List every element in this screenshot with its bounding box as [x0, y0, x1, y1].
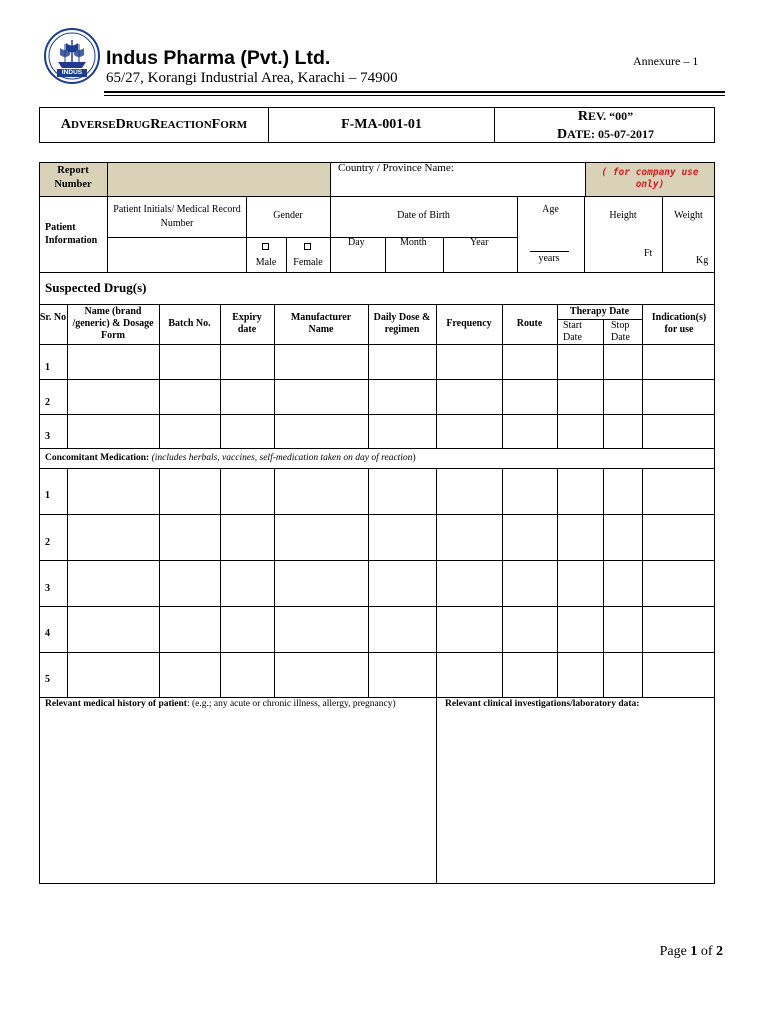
- form-code: F-MA-001-01: [269, 108, 495, 142]
- col-sr-no: Sr. No: [39, 312, 67, 323]
- col-batch-no: Batch No.: [168, 318, 211, 329]
- female-checkbox[interactable]: [304, 243, 311, 250]
- page-number: Page 1 of 2: [659, 944, 723, 959]
- col-manufacturer: Manufacturer Name: [290, 312, 352, 335]
- weight-label: Weight: [674, 210, 703, 221]
- male-checkbox[interactable]: [262, 243, 269, 250]
- dob-day-label: Day: [348, 237, 365, 248]
- form-title: A DVERSE D RUG R EACTION F ORM: [40, 108, 269, 142]
- weight-kg-label: Kg: [696, 255, 709, 266]
- concomitant-row-4: 4: [45, 628, 50, 639]
- suspected-drugs-title: Suspected Drug(s): [45, 280, 147, 295]
- col-daily-dose: Daily Dose & regimen: [373, 312, 431, 335]
- patient-information-label: Patient Information: [45, 222, 98, 246]
- date-of-birth-label: Date of Birth: [397, 210, 450, 221]
- annexure-label: Annexure – 1: [633, 54, 699, 68]
- country-province-label: Country / Province Name:: [338, 162, 454, 174]
- height-ft-label: Ft: [644, 248, 653, 259]
- dob-month-label: Month: [400, 237, 427, 248]
- col-expiry-date: Expiry date: [232, 312, 262, 335]
- col-frequency: Frequency: [446, 318, 492, 329]
- company-name: Indus Pharma (Pvt.) Ltd.: [106, 47, 331, 69]
- suspected-row-3: 3: [45, 431, 50, 442]
- date-label: DATE: 05-07-2017: [557, 127, 654, 142]
- revision-label: REV. “00”: [577, 108, 634, 124]
- height-label: Height: [609, 210, 637, 221]
- form-border: [39, 162, 715, 884]
- col-therapy-date: Therapy Date: [569, 306, 630, 317]
- clinical-investigations-label: Relevant clinical investigations/laboratory data:: [445, 699, 640, 709]
- suspected-row-2: 2: [45, 397, 50, 408]
- company-use-label: ( for company use only): [601, 167, 699, 191]
- concomitant-row-3: 3: [45, 583, 50, 594]
- suspected-row-1: 1: [45, 362, 50, 373]
- female-label: Female: [293, 257, 323, 268]
- col-indication: Indication(s) for use: [651, 312, 707, 335]
- company-address: 65/27, Korangi Industrial Area, Karachi – 74900: [106, 70, 398, 86]
- years-label: years: [538, 253, 560, 264]
- report-number-label: Report Number: [54, 165, 92, 191]
- male-label: Male: [255, 257, 277, 268]
- patient-initials-label: Patient Initials/ Medical Record Number: [113, 204, 241, 229]
- dob-year-label: Year: [470, 237, 489, 248]
- col-start-date: Start Date: [563, 320, 582, 343]
- gender-label: Gender: [273, 210, 303, 221]
- concomitant-row-1: 1: [45, 490, 50, 501]
- concomitant-row-5: 5: [45, 674, 50, 685]
- col-stop-date: Stop Date: [611, 320, 630, 343]
- col-route: Route: [516, 318, 543, 329]
- concomitant-row-2: 2: [45, 537, 50, 548]
- col-drug-name: Name (brand /generic) & Dosage Form: [72, 306, 154, 341]
- age-label: Age: [542, 204, 559, 215]
- concomitant-medication-label: Concomitant Medication: (includes herbals, vaccines, self-medication taken on day of reaction): [45, 453, 416, 463]
- logo-text: INDUS: [61, 69, 83, 76]
- medical-history-label: Relevant medical history of patient: (e.g.; any acute or chronic illness, allergy, pregnancy): [45, 699, 396, 709]
